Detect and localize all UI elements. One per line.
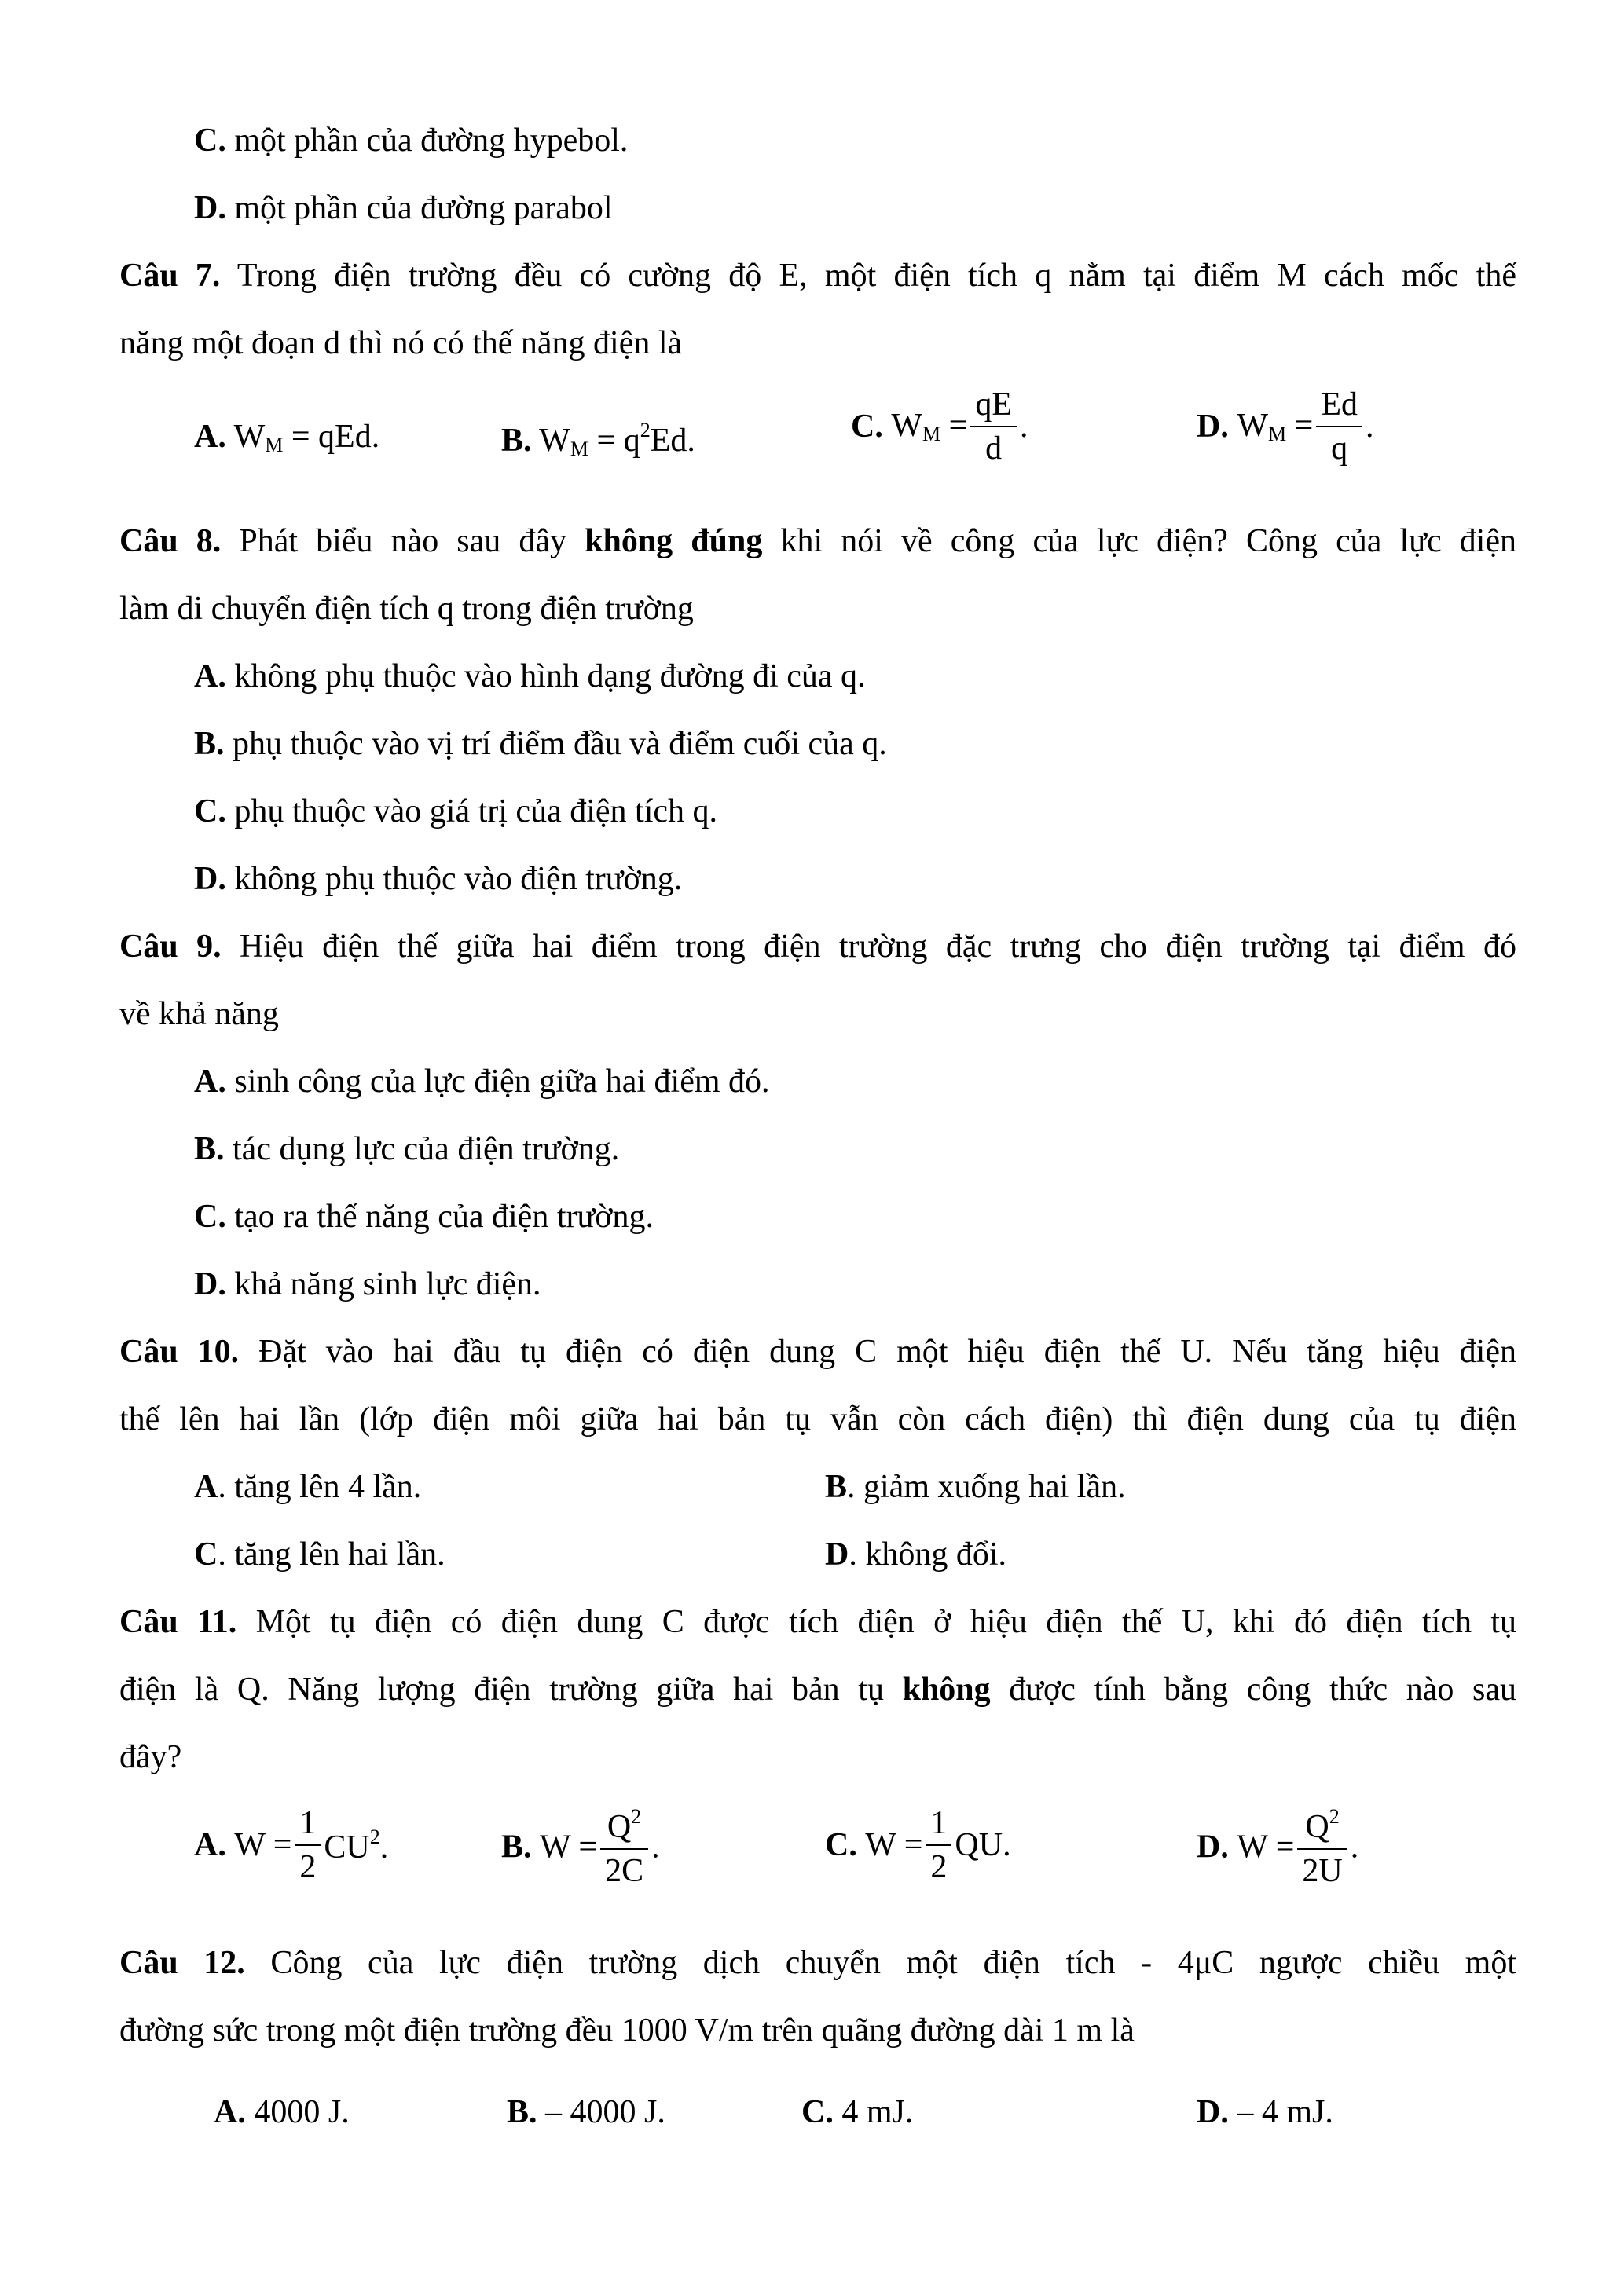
option-label: D xyxy=(825,1536,849,1573)
question-number: Câu 12. xyxy=(119,1945,245,1981)
option-label: B xyxy=(825,1469,848,1505)
q9-stem-line-1 xyxy=(119,930,1516,963)
q6-option-d xyxy=(194,192,613,225)
question-number: Câu 8. xyxy=(119,523,222,559)
q7-option-d xyxy=(1197,388,1373,465)
option-label: A xyxy=(194,1469,218,1505)
question-text: điện là Q. Năng lượng điện trường giữa hai bản tụ xyxy=(119,1672,903,1708)
q8-option-d xyxy=(194,862,682,895)
emphasis-text: không đúng xyxy=(585,523,763,559)
option-text: . giảm xuống hai lần. xyxy=(847,1469,1126,1505)
q12-stem-line-1 xyxy=(119,1946,1516,1979)
option-label: D. xyxy=(1197,408,1229,445)
q9-option-c xyxy=(194,1200,654,1233)
option-label: A. xyxy=(194,658,226,694)
q11-option-b xyxy=(501,1807,660,1888)
option-label: D. xyxy=(1197,2094,1229,2130)
formula-end: . xyxy=(1365,408,1374,445)
option-text: không phụ thuộc vào điện trường. xyxy=(225,861,683,897)
q7-stem-line-1 xyxy=(119,259,1516,292)
option-label: D. xyxy=(194,861,226,897)
option-text: . không đổi. xyxy=(849,1536,1007,1573)
fraction: $\frac{qE}{d}$ xyxy=(970,388,1017,465)
option-text: tạo ra thế năng của điện trường. xyxy=(225,1199,654,1235)
formula-subscript: M xyxy=(265,434,284,456)
question-number: Câu 11. xyxy=(119,1604,237,1640)
option-label: D. xyxy=(194,190,226,226)
question-number: Câu 9. xyxy=(119,928,222,965)
fraction: $\frac{Q^2}{2C}$ xyxy=(600,1807,648,1888)
option-label: C xyxy=(194,1536,218,1573)
formula-text: W xyxy=(225,419,266,455)
emphasis-text: không xyxy=(902,1672,991,1708)
formula-text: = qEd. xyxy=(283,419,380,455)
question-text: Đặt vào hai đầu tụ điện có điện dung C một hiệu điện thế U. Nếu tăng hiệu điện xyxy=(239,1334,1516,1370)
option-text: tác dụng lực của điện trường. xyxy=(224,1131,620,1167)
formula-text: W xyxy=(531,423,570,459)
formula-lhs: W = xyxy=(1237,1829,1295,1866)
formula-text: Ed. xyxy=(650,423,695,459)
option-label: C. xyxy=(194,123,226,159)
option-label: B. xyxy=(501,1829,532,1866)
q12-option-d xyxy=(1197,2096,1333,2129)
option-label: C. xyxy=(194,793,226,829)
option-label: D. xyxy=(1197,1829,1229,1866)
option-text: phụ thuộc vào giá trị của điện tích q. xyxy=(225,793,718,829)
option-label: C. xyxy=(801,2094,834,2130)
formula-superscript: 2 xyxy=(640,419,651,441)
option-label: A. xyxy=(194,419,226,455)
option-label: A. xyxy=(194,1827,226,1863)
q10-option-c xyxy=(194,1538,445,1571)
option-text: không phụ thuộc vào hình dạng đường đi của q. xyxy=(225,658,866,694)
q11-stem-line-1 xyxy=(119,1606,1516,1639)
question-number: Câu 10. xyxy=(119,1334,240,1370)
option-label: B. xyxy=(194,726,225,762)
option-text: một phần của đường hypebol. xyxy=(225,123,629,159)
formula-rhs: QU. xyxy=(955,1827,1011,1863)
q11-stem-line-3: đây? xyxy=(119,1739,182,1775)
q8-stem-line-1 xyxy=(119,525,1516,558)
q12-stem-line-2: đường sức trong một điện trường đều 1000 V/m trên quãng đường dài 1 m là xyxy=(119,2012,1135,2049)
q11-option-c xyxy=(825,1807,1011,1884)
q11-stem-line-2 xyxy=(119,1673,1516,1706)
q7-option-b xyxy=(501,420,695,460)
option-text: . tăng lên 4 lần. xyxy=(218,1469,422,1505)
q9-option-a xyxy=(194,1065,770,1098)
fraction: $\frac{Q^2}{2U}$ xyxy=(1297,1807,1347,1888)
q11-option-a xyxy=(194,1807,388,1884)
formula-lhs: W = xyxy=(865,1827,923,1863)
q12-option-a xyxy=(214,2096,350,2129)
question-text: Một tụ điện có điện dung C được tích điện ở hiệu điện thế U, khi đó điện tích tụ xyxy=(236,1604,1517,1640)
q7-option-a xyxy=(194,420,379,456)
q8-option-a xyxy=(194,660,866,693)
q10-stem-line-2: thế lên hai lần (lớp điện môi giữa hai bản tụ vẫn còn cách điện) thì điện dung của tụ điện xyxy=(119,1401,1516,1437)
option-label: B. xyxy=(507,2094,537,2130)
q9-option-b xyxy=(194,1133,619,1166)
option-label: B. xyxy=(194,1131,225,1167)
q9-stem-line-2: về khả năng xyxy=(119,996,279,1032)
option-text: sinh công của lực điện giữa hai điểm đó. xyxy=(225,1064,770,1100)
fraction: $\frac{1}{2}$ xyxy=(295,1807,321,1884)
formula-rhs: $CU^2$. xyxy=(324,1825,389,1866)
formula-end: . xyxy=(1350,1829,1359,1866)
q6-option-c xyxy=(194,124,628,157)
q8-stem-line-2: làm di chuyển điện tích q trong điện trường xyxy=(119,591,694,627)
question-text: Hiệu điện thế giữa hai điểm trong điện trường đặc trưng cho điện trường tại điểm đó xyxy=(221,928,1516,965)
option-text: phụ thuộc vào vị trí điểm đầu và điểm cuối của q. xyxy=(224,726,887,762)
option-text: khả năng sinh lực điện. xyxy=(225,1266,541,1302)
q8-option-b xyxy=(194,727,887,760)
option-label: D. xyxy=(194,1266,226,1302)
q10-option-b xyxy=(825,1470,1126,1503)
q8-option-c xyxy=(194,795,717,828)
option-label: A. xyxy=(214,2094,246,2130)
formula-end: . xyxy=(1019,408,1028,445)
question-number: Câu 7. xyxy=(119,258,221,294)
q10-option-d xyxy=(825,1538,1006,1571)
question-text: Công của lực điện trường dịch chuyển một điện tích - 4μC ngược chiều một xyxy=(244,1945,1516,1981)
q10-option-a xyxy=(194,1470,421,1503)
question-text: Trong điện trường đều có cường độ E, một điện tích q nằm tại điểm M cách mốc thế xyxy=(220,258,1516,294)
option-text: 4000 J. xyxy=(245,2094,350,2130)
q7-stem-line-2: năng một đoạn d thì nó có thế năng điện là xyxy=(119,325,683,361)
question-text: Phát biểu nào sau đây xyxy=(221,523,585,559)
q9-option-d xyxy=(194,1268,541,1301)
q12-option-b xyxy=(507,2096,665,2129)
option-text: – 4000 J. xyxy=(537,2094,665,2130)
option-label: C. xyxy=(825,1827,857,1863)
formula-lhs: W = xyxy=(234,1827,292,1863)
option-text: – 4 mJ. xyxy=(1228,2094,1333,2130)
formula-lhs: $W_M$ = xyxy=(891,407,968,445)
question-text: khi nói về công của lực điện? Công của lực điện xyxy=(762,523,1516,559)
option-text: một phần của đường parabol xyxy=(225,190,613,226)
formula-lhs: $W_M$ = xyxy=(1237,407,1314,445)
fraction: $\frac{Ed}{q}$ xyxy=(1316,388,1362,465)
option-text: 4 mJ. xyxy=(833,2094,914,2130)
formula-text: = q xyxy=(588,423,640,459)
option-label: C. xyxy=(194,1199,226,1235)
q11-option-d xyxy=(1197,1807,1358,1888)
q12-option-c xyxy=(801,2096,913,2129)
option-label: C. xyxy=(851,408,883,445)
formula-subscript: M xyxy=(570,438,589,460)
option-text: . tăng lên hai lần. xyxy=(218,1536,445,1573)
formula-lhs: W = xyxy=(540,1829,598,1866)
formula-end: . xyxy=(651,1829,660,1866)
fraction: $\frac{1}{2}$ xyxy=(926,1807,951,1884)
option-label: B. xyxy=(501,423,532,459)
q10-stem-line-1 xyxy=(119,1335,1516,1368)
question-text: được tính bằng công thức nào sau xyxy=(990,1672,1516,1708)
q7-option-c xyxy=(851,388,1028,465)
option-label: A. xyxy=(194,1064,226,1100)
